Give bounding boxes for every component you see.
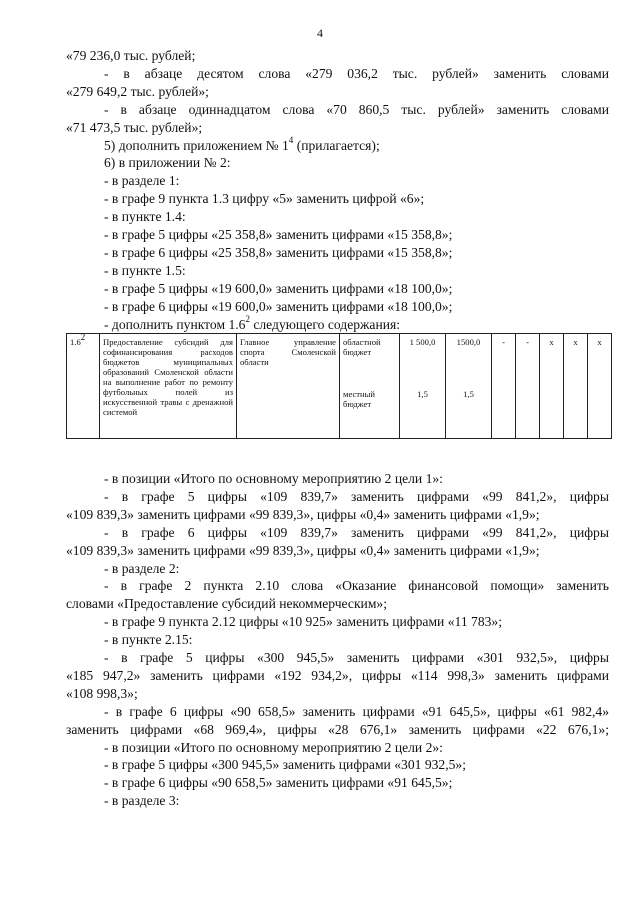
text-line: 6) в приложении № 2: <box>104 155 231 171</box>
text-line: - в пункте 1.5: <box>104 262 186 278</box>
year-amount-cell <box>446 334 492 439</box>
text-line: - в графе 5 цифры «25 358,8» заменить цифрами «15 358,8»; <box>104 227 453 242</box>
item-number-cell: $1.6^2$ <box>67 334 100 439</box>
text-line: - в графе 9 пункта 1.3 цифру «5» заменить цифрой «6»; <box>104 191 425 207</box>
text-line: - в пункте 1.4: <box>104 209 186 225</box>
text-line: - в графе 6 цифры «109 839,7» заменить цифрами «99 841,2», цифры <box>104 524 609 540</box>
text-line: - в абзаце одиннадцатом слова «70 860,5 тыс. рублей» заменить словами <box>104 101 609 117</box>
text-line: - в абзаце десятом слова «279 036,2 тыс. рублей» заменить словами <box>104 65 609 81</box>
x-cell: x <box>564 334 588 439</box>
text-line: - в разделе 3: <box>104 793 180 809</box>
text-line: 5) дополнить приложением № $1^4$ (прилагается); <box>104 134 380 153</box>
executor-cell: Главное управление спорта Смоленской области <box>237 334 340 439</box>
text-line: «108 998,3»; <box>66 685 138 701</box>
total-regional: 1 500,0 <box>409 337 436 347</box>
text-line: «279 649,2 тыс. рублей»; <box>66 83 209 99</box>
text-line: - в графе 5 цифры «300 945,5» заменить цифрами «301 932,5», цифры <box>104 650 609 665</box>
total-amount-cell <box>400 334 446 439</box>
page-number: 4 <box>317 26 323 40</box>
text-line: - в графе 5 цифры «300 945,5» заменить цифрами «301 932,5»; <box>104 757 466 773</box>
funding-source-local: местный бюджет <box>343 389 376 409</box>
text-line: - в позиции «Итого по основному мероприятию 2 цели 1»: <box>104 471 443 486</box>
text-line: - в графе 6 цифры «90 658,5» заменить цифрами «91 645,5»; <box>104 775 453 791</box>
text-line: «109 839,3» заменить цифрами «99 839,3», цифры «0,4» заменить цифрами «1,9»; <box>66 542 540 558</box>
year-regional: 1500,0 <box>456 337 481 347</box>
funding-source-cell <box>340 334 400 439</box>
text-line: - в пункте 2.15: <box>104 632 193 648</box>
text-line: - в графе 6 цифры «19 600,0» заменить цифрами «18 100,0»; <box>104 298 453 314</box>
funding-source-regional: областной бюджет <box>343 337 381 357</box>
text-line: - в графе 9 пункта 2.12 цифры «10 925» заменить цифрами «11 783»; <box>104 614 502 630</box>
table-row <box>67 334 612 439</box>
dash-cell: - <box>516 334 540 439</box>
text-line: - в графе 2 пункта 2.10 слова «Оказание финансовой помощи» заменить <box>104 578 609 594</box>
text-line: заменить цифрами «68 969,4», цифры «28 676,1» заменить цифрами «22 676,1»; <box>66 721 609 737</box>
text-line: «109 839,3» заменить цифрами «99 839,3», цифры «0,4» заменить цифрами «1,9»; <box>66 506 540 522</box>
text-line: - дополнить пунктом $1.6^2$ следующего содержания: <box>104 313 401 332</box>
text-line: - в разделе 2: <box>104 560 180 576</box>
text-line: - в графе 6 цифры «90 658,5» заменить цифрами «91 645,5», цифры «61 982,4» <box>104 703 609 719</box>
year-local: 1,5 <box>463 389 474 399</box>
x-cell: x <box>588 334 612 439</box>
text-line: - в позиции «Итого по основному мероприятию 2 цели 2»: <box>104 739 443 755</box>
text-line: - в графе 6 цифры «25 358,8» заменить цифрами «15 358,8»; <box>104 244 453 260</box>
text-line: «185 947,2» заменить цифрами «192 934,2», цифры «114 998,3» заменить цифрами <box>66 667 609 683</box>
text-line: - в разделе 1: <box>104 173 180 189</box>
total-local: 1,5 <box>417 389 428 399</box>
item-description-cell: Предоставление субсидий для софинансирования расходов бюджетов муниципальных образований Смоленской области на выполнение работ по ремонту футбольных полей из искусственной травы с дренажной системой <box>100 334 237 439</box>
text-line: словами «Предоставление субсидий некоммерческим»; <box>66 596 388 612</box>
text-line: - в графе 5 цифры «19 600,0» заменить цифрами «18 100,0»; <box>104 280 453 296</box>
text-line: - в графе 5 цифры «109 839,7» заменить цифрами «99 841,2», цифры <box>104 488 609 504</box>
inserted-item-table <box>66 333 612 439</box>
text-line: «79 236,0 тыс. рублей; <box>66 48 196 63</box>
dash-cell: - <box>492 334 516 439</box>
x-cell: x <box>540 334 564 439</box>
text-line: «71 473,5 тыс. рублей»; <box>66 119 203 135</box>
